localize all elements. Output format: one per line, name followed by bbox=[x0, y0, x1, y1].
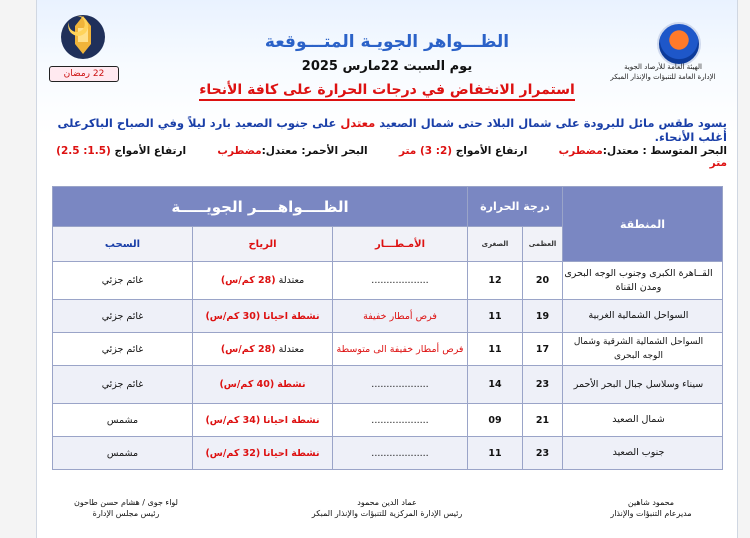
table-row bbox=[53, 300, 723, 333]
ramadan-date-badge: 22 رمضان bbox=[49, 66, 119, 82]
header-rain: الأمـطـــار bbox=[333, 227, 468, 262]
max-temp-cell: 19 bbox=[523, 300, 563, 333]
headline bbox=[37, 82, 737, 101]
agency-line-2: الإدارة العامة للتنبؤات والإنذار المبكر bbox=[610, 73, 716, 81]
signature-2-name: عماد الدين محمود bbox=[357, 498, 417, 507]
wind-cell bbox=[193, 262, 333, 300]
wind-cell bbox=[193, 437, 333, 470]
max-temp-cell: 17 bbox=[523, 333, 563, 366]
region-cell: شمال الصعيد bbox=[563, 404, 723, 437]
summary-highlight: معتدل bbox=[340, 116, 376, 130]
red-sea-state: مضطرب bbox=[217, 145, 262, 157]
signature-1 bbox=[581, 497, 721, 519]
agency-line-1: الهيئة العامة للأرصاد الجوية bbox=[624, 63, 702, 71]
header-clouds: السحب bbox=[53, 227, 193, 262]
rain-cell: فرص أمطار خفيفة الى متوسطة bbox=[333, 333, 468, 366]
clouds-cell: غائم جزئي bbox=[53, 262, 193, 300]
rain-cell: فرص أمطار خفيفة bbox=[333, 300, 468, 333]
header-max: العظمى bbox=[523, 227, 563, 262]
med-waves-value: (2: 3) متر bbox=[398, 145, 453, 157]
weather-summary bbox=[47, 116, 727, 144]
max-temp-cell: 21 bbox=[523, 404, 563, 437]
rain-cell: ................... bbox=[333, 262, 468, 300]
signatures bbox=[37, 497, 737, 533]
page-title: الظـــواهر الجويـة المتـــوقعة bbox=[264, 32, 510, 52]
wind-speed: (30 كم/س) bbox=[205, 310, 261, 322]
region-cell: القــاهرة الكبرى وجنوب الوجه البحرى ومدن القناة bbox=[563, 262, 723, 300]
header-region: المنطقة bbox=[563, 187, 723, 262]
wind-state: معتدلة bbox=[278, 343, 305, 355]
clouds-cell: غائم جزئي bbox=[53, 300, 193, 333]
forecast-sheet bbox=[36, 0, 738, 538]
wind-state: نشطة احيانا bbox=[263, 447, 320, 459]
table-row bbox=[53, 366, 723, 404]
header-temperature: درجة الحرارة bbox=[468, 187, 563, 227]
region-cell: سيناء وسلاسل جبال البحر الأحمر bbox=[563, 366, 723, 404]
wind-state: نشطة احيانا bbox=[263, 414, 320, 426]
med-sea-state: مضطرب bbox=[558, 145, 603, 157]
min-temp-cell: 11 bbox=[468, 333, 523, 366]
signature-2-title: رئيس الإدارة المركزية للتنبؤات والإنذار المبكر bbox=[311, 509, 463, 518]
sea-conditions bbox=[47, 145, 727, 169]
wind-speed: (34 كم/س) bbox=[205, 414, 261, 426]
region-cell: السواحل الشمالية الشرقية وشمال الوجه البحرى bbox=[563, 333, 723, 366]
min-temp-cell: 12 bbox=[468, 262, 523, 300]
max-temp-cell: 20 bbox=[523, 262, 563, 300]
summary-part-2: على جنوب الصعيد بارد ليلاً وفي الصباح الباكرعلى أغلب الأنحاء. bbox=[57, 116, 727, 144]
wind-speed: (40 كم/س) bbox=[219, 379, 275, 390]
signature-3-name: لواء جوى / هشام حسن طاحون bbox=[74, 498, 178, 507]
min-temp-cell: 14 bbox=[468, 366, 523, 404]
min-temp-cell: 11 bbox=[468, 437, 523, 470]
max-temp-cell: 23 bbox=[523, 437, 563, 470]
clouds-cell: مشمس bbox=[53, 404, 193, 437]
table-row bbox=[53, 333, 723, 366]
forecast-date: يوم السبت 22مارس 2025 bbox=[301, 59, 473, 74]
wind-speed: (28 كم/س) bbox=[220, 343, 276, 355]
table-row bbox=[53, 262, 723, 300]
header-wind: الرياح bbox=[193, 227, 333, 262]
wind-state: نشطة bbox=[277, 379, 306, 390]
signature-1-title: مديرعام التنبؤات والإنذار bbox=[610, 509, 692, 518]
signature-3-title: رئيس مجلس الإدارة bbox=[92, 509, 160, 518]
max-temp-cell: 23 bbox=[523, 366, 563, 404]
red-waves-value: (1.5: 2.5) متر bbox=[56, 145, 727, 169]
clouds-cell: غائم جزئي bbox=[53, 366, 193, 404]
min-temp-cell: 11 bbox=[468, 300, 523, 333]
table-row bbox=[53, 437, 723, 470]
red-sea-label: البحر الأحمر: معتدل: bbox=[261, 145, 368, 157]
med-sea-label: البحر المتوسط : معتدل: bbox=[602, 145, 727, 157]
wind-cell bbox=[193, 333, 333, 366]
signature-3 bbox=[51, 497, 201, 519]
headline-text: استمرار الانخفاض في درجات الحرارة على كافة الأنحاء bbox=[199, 82, 575, 101]
region-cell: السواحل الشمالية الغربية bbox=[563, 300, 723, 333]
rain-cell: ................... bbox=[333, 404, 468, 437]
wind-speed: (32 كم/س) bbox=[205, 447, 261, 459]
red-waves-label: ارتفاع الأمواج bbox=[114, 145, 187, 157]
wind-speed: (28 كم/س) bbox=[220, 275, 276, 286]
region-cell: جنوب الصعيد bbox=[563, 437, 723, 470]
wind-state: معتدلة bbox=[278, 275, 305, 286]
summary-part-1: يسود طقس مائل للبرودة على شمال البلاد حتى شمال الصعيد bbox=[379, 116, 727, 130]
wind-cell bbox=[193, 366, 333, 404]
clouds-cell: مشمس bbox=[53, 437, 193, 470]
signature-2 bbox=[287, 497, 487, 519]
rain-cell: ................... bbox=[333, 437, 468, 470]
wind-cell bbox=[193, 404, 333, 437]
wind-state: نشطة احيانا bbox=[263, 310, 320, 322]
forecast-table bbox=[52, 186, 723, 470]
header-phenomena: الظــــواهــــر الجويـــــة bbox=[53, 187, 468, 227]
signature-1-name: محمود شاهين bbox=[627, 498, 675, 507]
rain-cell: ................... bbox=[333, 366, 468, 404]
wind-cell bbox=[193, 300, 333, 333]
table-row bbox=[53, 404, 723, 437]
clouds-cell: غائم جزئي bbox=[53, 333, 193, 366]
med-waves-label: ارتفاع الأمواج bbox=[455, 145, 528, 157]
header-min: الصغرى bbox=[468, 227, 523, 262]
min-temp-cell: 09 bbox=[468, 404, 523, 437]
